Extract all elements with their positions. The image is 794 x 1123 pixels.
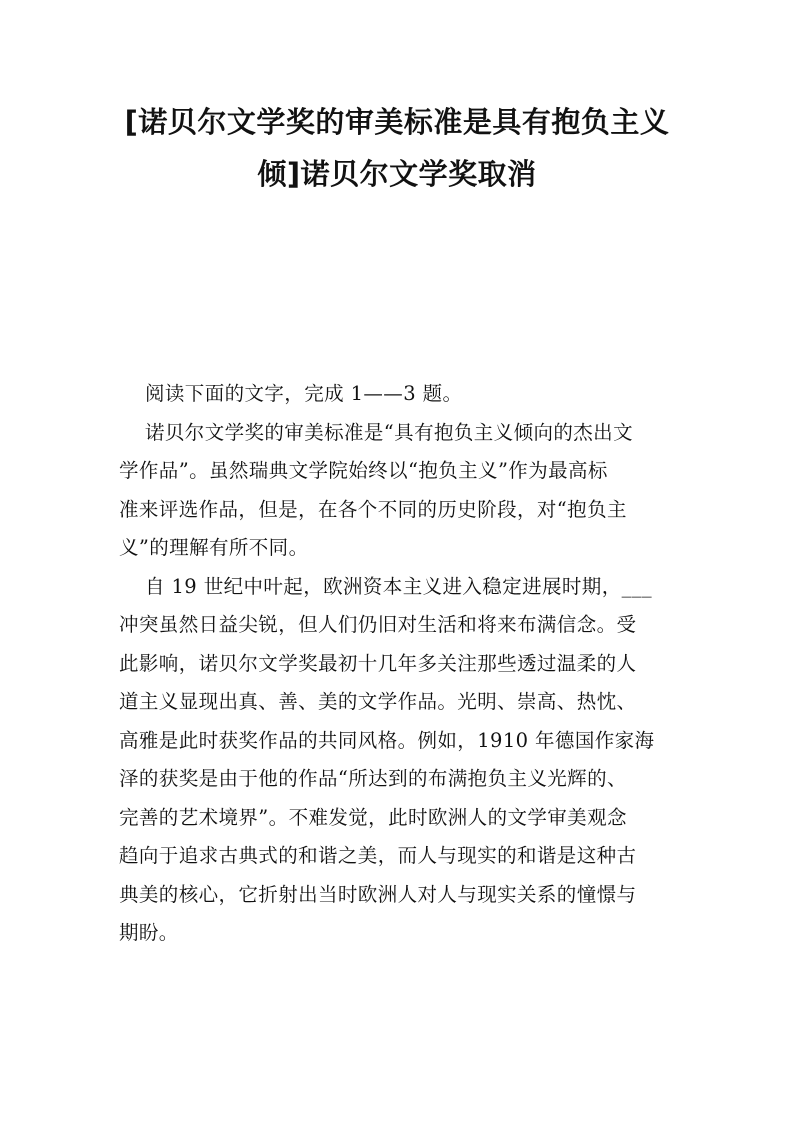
document-title — [110, 96, 684, 200]
text-line: 完善的艺术境界”。不难发觉，此时欧洲人的文学审美观念 — [119, 805, 627, 829]
text-line: 准来评选作品，但是，在各个不同的历史阶段，对“抱负主 — [119, 497, 627, 521]
text-line: 高雅是此时获奖作品的共同风格。例如，1910 年德国作家海 — [119, 728, 655, 752]
text-line: 泽的获奖是由于他的作品“所达到的布满抱负主义光辉的、 — [119, 767, 627, 790]
text-line: 诺贝尔文学奖的审美标准是“具有抱负主义倾向的杰出文 — [145, 420, 633, 444]
paragraph-instruction — [119, 375, 694, 414]
text-line: 趋向于追求古典式的和谐之美，而人与现实的和谐是这种古 — [119, 844, 637, 867]
text-line: 道主义显现出真、善、美的文学作品。光明、崇高、热忱、 — [119, 690, 637, 713]
text-line: 典美的核心，它折射出当时欧洲人对人与现实关系的憧憬与 — [119, 882, 637, 906]
text-line: 义”的理解有所不同。 — [119, 536, 309, 559]
paragraph-aesthetic-standard — [119, 414, 694, 568]
title-line: [诺贝尔文学奖的审美标准是具有抱负主义 — [124, 105, 670, 139]
title-line: 倾]诺贝尔文学奖取消 — [257, 157, 537, 191]
text-line: 自 19 世纪中叶起，欧洲资本主义进入稳定进展时期，___ — [145, 574, 653, 598]
paragraph-history — [119, 568, 694, 953]
document-body — [119, 375, 694, 953]
text-line: 期盼。 — [119, 921, 179, 944]
text-line: 学作品”。虽然瑞典文学院始终以“抱负主义”作为最高标 — [119, 459, 608, 482]
text-line: 此影响，诺贝尔文学奖最初十几年多关注那些透过温柔的人 — [119, 651, 637, 675]
text-line: 冲突虽然日益尖锐，但人们仍旧对生活和将来布满信念。受 — [119, 613, 637, 636]
text-line: 阅读下面的文字，完成 1——3 题。 — [145, 382, 463, 405]
